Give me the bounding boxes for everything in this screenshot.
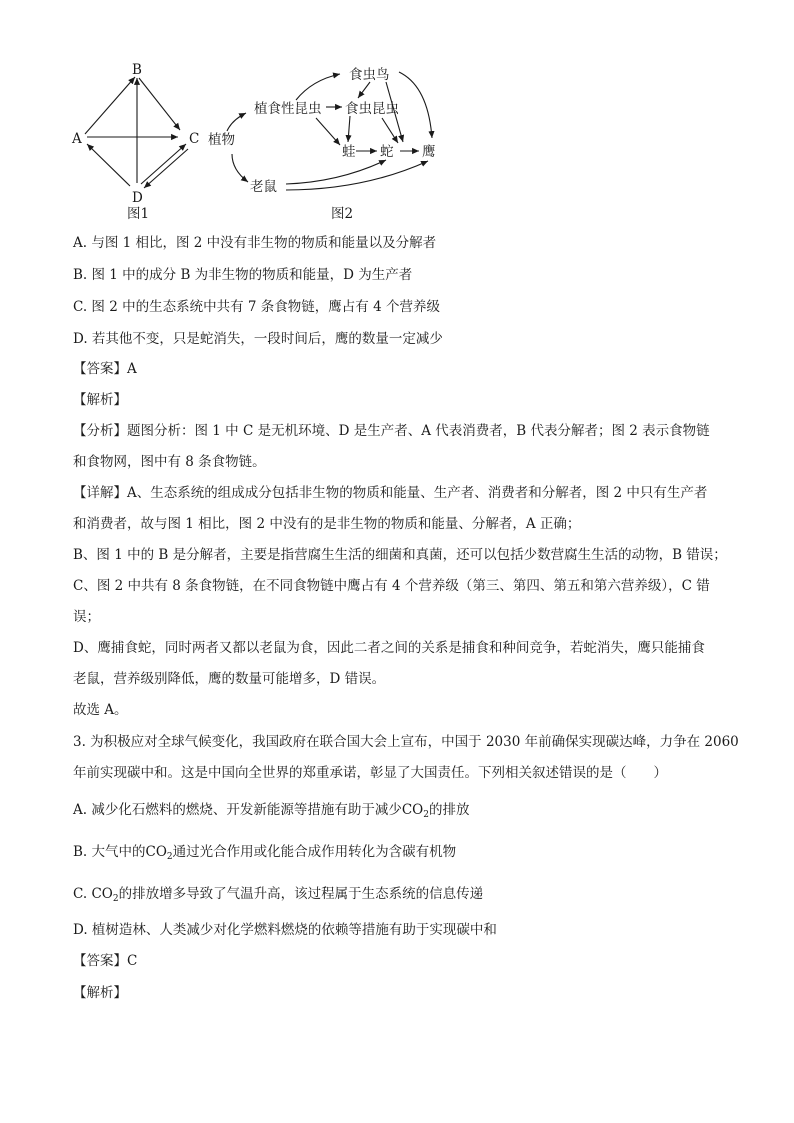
q2-option-b: B. 图 1 中的成分 B 为非生物的物质和能量，D 为生产者 — [73, 267, 413, 283]
arrow-herb-insect-to-insect-bird — [296, 74, 340, 100]
fig2-node-insectivorous-bird: 食虫鸟 — [349, 67, 390, 83]
fig2-node-herbivorous-insect: 植食性昆虫 — [254, 101, 322, 117]
q2-analysis-heading: 【解析】 — [73, 392, 127, 408]
fig2-node-frog: 蛙 — [342, 144, 356, 160]
arrow-d-to-a — [87, 144, 130, 186]
arrow-mouse-to-eagle — [286, 161, 428, 190]
fig1-node-d: D — [132, 190, 143, 206]
q3-option-b: B. 大气中的$CO_2$通过光合作用或化能合成作用转化为含碳有机物 — [73, 844, 457, 862]
q3-answer: 【答案】C — [73, 953, 138, 969]
q2-conclusion: 故选 A。 — [73, 702, 128, 718]
fig2-node-mouse: 老鼠 — [250, 179, 277, 195]
arrow-insect-insect-to-insect-bird — [358, 82, 370, 98]
arrow-insect-insect-to-frog — [348, 116, 350, 142]
q2-detail-line-1: 【详解】A、生态系统的组成成分包括非生物的物质和能量、生产者、消费者和分解者，图 2 中只有生产者 — [73, 485, 708, 501]
arrow-insect-bird-to-eagle — [399, 72, 432, 138]
fig1-caption: 图1 — [127, 206, 150, 222]
fig2-node-insectivorous-insect: 食虫昆虫 — [345, 101, 399, 117]
arrow-herb-insect-to-frog — [316, 118, 340, 145]
fig1-node-a: A — [72, 131, 82, 147]
q3-stem-line-2: 年前实现碳中和。这是中国向全世界的郑重承诺，彰显了大国责任。下列相关叙述错误的是（ ） — [73, 765, 667, 781]
arrow-c-to-d — [144, 149, 188, 188]
q3-stem-line-1: 3. 为积极应对全球气候变化，我国政府在联合国大会上宣布，中国于 2030 年前确保实现碳达峰，力争在 2060 — [73, 734, 739, 750]
arrow-plant-to-mouse — [232, 154, 248, 182]
fig2-node-snake: 蛇 — [380, 144, 394, 160]
q3-option-d: D. 植树造林、人类减少对化学燃料燃烧的依赖等措施有助于实现碳中和 — [73, 922, 497, 938]
q2-detail-line-4: C、图 2 中共有 8 条食物链，在不同食物链中鹰占有 4 个营养级（第三、第四、第五和第六营养级），C 错 — [73, 578, 710, 594]
fig1-node-b: B — [132, 62, 142, 78]
figure-1-diagram — [85, 77, 188, 188]
q2-detail-line-5: 误； — [73, 609, 100, 625]
fig1-node-c: C — [189, 131, 200, 147]
arrow-plant-to-herb-insect — [227, 113, 246, 131]
q2-detail-line-3: B、图 1 中的 B 是分解者，主要是指营腐生生活的细菌和真菌，还可以包括少数营腐生生活的动物，B 错误； — [73, 547, 727, 563]
fig2-caption: 图2 — [331, 206, 354, 222]
q2-analysis-line-2: 和食物网，图中有 8 条食物链。 — [73, 454, 266, 470]
arrow-b-to-c — [139, 78, 180, 130]
q2-option-a: A. 与图 1 相比，图 2 中没有非生物的物质和能量以及分解者 — [73, 235, 437, 251]
fig2-node-plant: 植物 — [208, 132, 235, 148]
q3-option-a: A. 减少化石燃料的燃烧、开发新能源等措施有助于减少$CO_2$的排放 — [73, 802, 470, 820]
q2-option-c: C. 图 2 中的生态系统中共有 7 条食物链，鹰占有 4 个营养级 — [73, 299, 440, 315]
arrow-a-to-b — [85, 77, 135, 134]
food-web-figure — [64, 58, 464, 228]
q2-detail-line-6: D、鹰捕食蛇，同时两者又都以老鼠为食，因此二者之间的关系是捕食和种间竞争，若蛇消失，鹰只能捕食 — [73, 640, 705, 656]
fig2-node-eagle: 鹰 — [422, 144, 436, 160]
q2-analysis-line-1: 【分析】题图分析：图 1 中 C 是无机环境、D 是生产者、A 代表消费者，B 代表分解者；图 2 表示食物链 — [73, 423, 710, 439]
q2-option-d: D. 若其他不变，只是蛇消失，一段时间后，鹰的数量一定减少 — [73, 331, 443, 347]
q2-answer: 【答案】A — [73, 361, 137, 377]
q3-analysis-heading: 【解析】 — [73, 985, 127, 1001]
q2-detail-line-7: 老鼠，营养级别降低，鹰的数量可能增多，D 错误。 — [73, 671, 386, 687]
figure-2-diagram — [227, 72, 432, 190]
arrow-insect-insect-to-snake — [382, 118, 398, 143]
q2-detail-line-2: 和消费者，故与图 1 相比，图 2 中没有的是非生物的物质和能量、分解者，A 正确； — [73, 516, 581, 532]
q3-option-c: C. $CO_2$的排放增多导致了气温升高，该过程属于生态系统的信息传递 — [73, 886, 484, 904]
arrow-d-to-c — [141, 144, 186, 184]
